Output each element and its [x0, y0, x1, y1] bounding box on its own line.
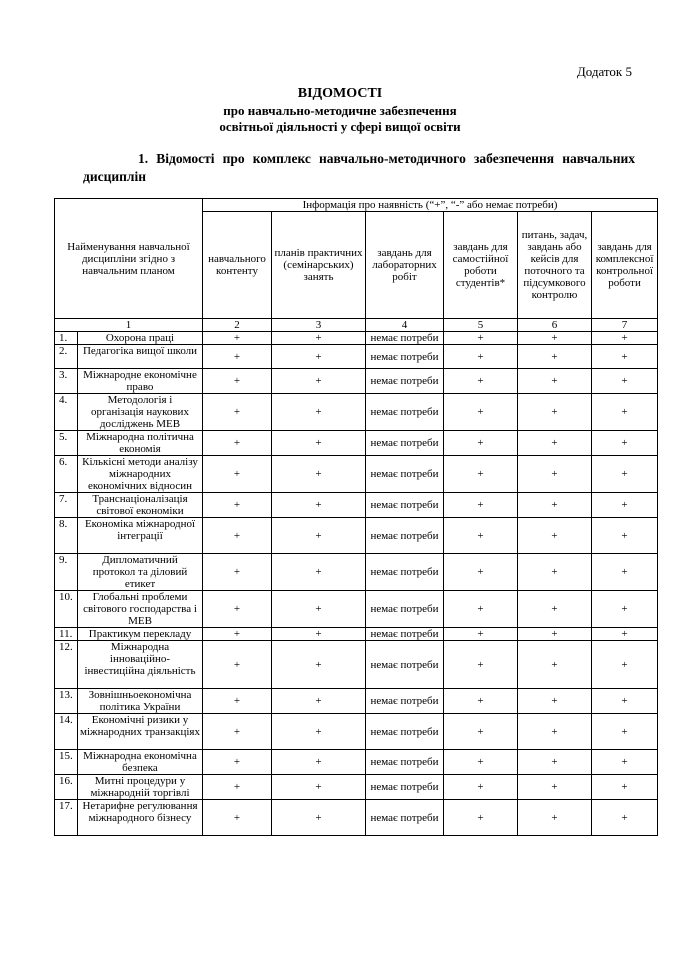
column-index: 2	[203, 319, 272, 332]
row-number: 11.	[55, 628, 78, 641]
cell-lab-tasks: немає потреби	[366, 345, 444, 369]
cell-content: +	[203, 641, 272, 689]
cell-lab-tasks: немає потреби	[366, 628, 444, 641]
cell-content: +	[203, 750, 272, 775]
discipline-name: Практикум перекладу	[78, 628, 203, 641]
row-number: 8.	[55, 518, 78, 554]
cell-independent-work: +	[444, 628, 518, 641]
discipline-name: Економіка міжнародної інтеграції	[78, 518, 203, 554]
cell-control-tasks: +	[518, 554, 592, 591]
disciplines-table	[54, 198, 658, 836]
discipline-name: Охорона праці	[78, 332, 203, 345]
cell-lab-tasks: немає потреби	[366, 641, 444, 689]
cell-lab-tasks: немає потреби	[366, 456, 444, 493]
cell-lab-tasks: немає потреби	[366, 554, 444, 591]
document-title: ВІДОМОСТІ	[297, 86, 383, 101]
cell-practical-plans: +	[272, 456, 366, 493]
cell-practical-plans: +	[272, 345, 366, 369]
cell-lab-tasks: немає потреби	[366, 591, 444, 628]
cell-independent-work: +	[444, 775, 518, 800]
cell-lab-tasks: немає потреби	[366, 369, 444, 394]
cell-complex-test: +	[592, 369, 658, 394]
cell-content: +	[203, 518, 272, 554]
cell-control-tasks: +	[518, 345, 592, 369]
column-index: 4	[366, 319, 444, 332]
column-header: завдань для самостійної роботи студентів*	[444, 212, 518, 319]
cell-complex-test: +	[592, 345, 658, 369]
cell-content: +	[203, 628, 272, 641]
cell-lab-tasks: немає потреби	[366, 714, 444, 750]
cell-practical-plans: +	[272, 800, 366, 836]
row-number: 9.	[55, 554, 78, 591]
column-index: 6	[518, 319, 592, 332]
discipline-name: Міжнародна економічна безпека	[78, 750, 203, 775]
cell-independent-work: +	[444, 800, 518, 836]
row-number: 14.	[55, 714, 78, 750]
cell-practical-plans: +	[272, 641, 366, 689]
discipline-name: Кількісні методи аналізу міжнародних економічних відносин	[78, 456, 203, 493]
cell-content: +	[203, 714, 272, 750]
discipline-name: Міжнародне економічне право	[78, 369, 203, 394]
column-index: 5	[444, 319, 518, 332]
cell-complex-test: +	[592, 493, 658, 518]
cell-content: +	[203, 493, 272, 518]
cell-content: +	[203, 591, 272, 628]
cell-control-tasks: +	[518, 456, 592, 493]
cell-control-tasks: +	[518, 775, 592, 800]
table-row	[55, 332, 658, 345]
cell-complex-test: +	[592, 394, 658, 431]
discipline-name: Зовнішньоекономічна політика України	[78, 689, 203, 714]
cell-lab-tasks: немає потреби	[366, 800, 444, 836]
row-number: 10.	[55, 591, 78, 628]
row-number: 7.	[55, 493, 78, 518]
cell-control-tasks: +	[518, 591, 592, 628]
cell-independent-work: +	[444, 714, 518, 750]
cell-control-tasks: +	[518, 689, 592, 714]
cell-content: +	[203, 554, 272, 591]
cell-control-tasks: +	[518, 332, 592, 345]
table-row	[55, 628, 658, 641]
column-index: 1	[55, 319, 203, 332]
row-number: 4.	[55, 394, 78, 431]
column-header: питань, задач, завдань або кейсів для поточного та підсумкового контролю	[518, 212, 592, 319]
cell-independent-work: +	[444, 369, 518, 394]
cell-independent-work: +	[444, 591, 518, 628]
row-number: 15.	[55, 750, 78, 775]
section-heading: 1. Відомості про комплекс навчально-методичного забезпечення навчальних дисциплін	[83, 151, 635, 184]
name-column-header: Найменування навчальної дисципліни згідно з навчальним планом	[55, 199, 203, 319]
cell-lab-tasks: немає потреби	[366, 431, 444, 456]
appendix-label: Додаток 5	[576, 64, 632, 79]
cell-control-tasks: +	[518, 628, 592, 641]
cell-independent-work: +	[444, 554, 518, 591]
row-number: 6.	[55, 456, 78, 493]
table-row	[55, 714, 658, 750]
row-number: 1.	[55, 332, 78, 345]
column-header: завдань для комплексної контрольної роботи	[592, 212, 658, 319]
cell-complex-test: +	[592, 591, 658, 628]
cell-lab-tasks: немає потреби	[366, 775, 444, 800]
cell-content: +	[203, 689, 272, 714]
discipline-name: Економічні ризики у міжнародних транзакціях	[78, 714, 203, 750]
table-row	[55, 493, 658, 518]
discipline-name: Митні процедури у міжнародній торгівлі	[78, 775, 203, 800]
cell-practical-plans: +	[272, 628, 366, 641]
row-number: 16.	[55, 775, 78, 800]
column-index: 7	[592, 319, 658, 332]
discipline-name: Педагогіка вищої школи	[78, 345, 203, 369]
cell-practical-plans: +	[272, 554, 366, 591]
cell-practical-plans: +	[272, 332, 366, 345]
discipline-name: Транснаціоналізація світової економіки	[78, 493, 203, 518]
cell-complex-test: +	[592, 775, 658, 800]
table-row	[55, 518, 658, 554]
cell-content: +	[203, 369, 272, 394]
cell-lab-tasks: немає потреби	[366, 518, 444, 554]
table-row	[55, 345, 658, 369]
cell-complex-test: +	[592, 518, 658, 554]
subtitle-line-1: про навчально-методичне забезпечення	[223, 103, 457, 118]
cell-complex-test: +	[592, 554, 658, 591]
cell-content: +	[203, 431, 272, 456]
cell-independent-work: +	[444, 394, 518, 431]
cell-complex-test: +	[592, 431, 658, 456]
cell-independent-work: +	[444, 493, 518, 518]
cell-content: +	[203, 456, 272, 493]
cell-control-tasks: +	[518, 493, 592, 518]
row-number: 5.	[55, 431, 78, 456]
cell-control-tasks: +	[518, 518, 592, 554]
cell-independent-work: +	[444, 456, 518, 493]
discipline-name: Методологія і організація наукових досліджень МЕВ	[78, 394, 203, 431]
cell-content: +	[203, 394, 272, 431]
table-row	[55, 554, 658, 591]
cell-practical-plans: +	[272, 714, 366, 750]
cell-complex-test: +	[592, 332, 658, 345]
row-number: 17.	[55, 800, 78, 836]
column-index: 3	[272, 319, 366, 332]
table-row	[55, 750, 658, 775]
table-row	[55, 394, 658, 431]
cell-lab-tasks: немає потреби	[366, 332, 444, 345]
cell-independent-work: +	[444, 641, 518, 689]
table-row	[55, 775, 658, 800]
table-row	[55, 456, 658, 493]
cell-complex-test: +	[592, 800, 658, 836]
table-row	[55, 431, 658, 456]
cell-practical-plans: +	[272, 394, 366, 431]
cell-complex-test: +	[592, 628, 658, 641]
cell-control-tasks: +	[518, 750, 592, 775]
table-row	[55, 591, 658, 628]
cell-practical-plans: +	[272, 775, 366, 800]
cell-lab-tasks: немає потреби	[366, 750, 444, 775]
discipline-name: Нетарифне регулювання міжнародного бізнесу	[78, 800, 203, 836]
cell-practical-plans: +	[272, 689, 366, 714]
table-row	[55, 689, 658, 714]
column-header: навчального контенту	[203, 212, 272, 319]
table-row	[55, 641, 658, 689]
cell-practical-plans: +	[272, 493, 366, 518]
cell-lab-tasks: немає потреби	[366, 689, 444, 714]
cell-control-tasks: +	[518, 369, 592, 394]
discipline-name: Міжнародна політична економія	[78, 431, 203, 456]
column-header: завдань для лабораторних робіт	[366, 212, 444, 319]
table-row	[55, 369, 658, 394]
discipline-name: Глобальні проблеми світового господарства і МЕВ	[78, 591, 203, 628]
subtitle-line-2: освітньої діяльності у сфері вищої освіти	[219, 119, 461, 134]
cell-complex-test: +	[592, 714, 658, 750]
cell-practical-plans: +	[272, 431, 366, 456]
cell-independent-work: +	[444, 431, 518, 456]
cell-content: +	[203, 332, 272, 345]
row-number: 2.	[55, 345, 78, 369]
cell-independent-work: +	[444, 332, 518, 345]
cell-complex-test: +	[592, 641, 658, 689]
cell-independent-work: +	[444, 750, 518, 775]
cell-control-tasks: +	[518, 431, 592, 456]
cell-content: +	[203, 800, 272, 836]
info-group-header: Інформація про наявність (“+”, “-” або немає потреби)	[203, 199, 658, 212]
cell-complex-test: +	[592, 689, 658, 714]
cell-independent-work: +	[444, 345, 518, 369]
document-subtitle	[0, 103, 680, 135]
table-row	[55, 800, 658, 836]
row-number: 13.	[55, 689, 78, 714]
cell-practical-plans: +	[272, 518, 366, 554]
discipline-name: Міжнародна інноваційно-інвестиційна діяльність	[78, 641, 203, 689]
cell-lab-tasks: немає потреби	[366, 493, 444, 518]
cell-content: +	[203, 345, 272, 369]
discipline-name: Дипломатичний протокол та діловий етикет	[78, 554, 203, 591]
cell-practical-plans: +	[272, 369, 366, 394]
cell-practical-plans: +	[272, 750, 366, 775]
cell-practical-plans: +	[272, 591, 366, 628]
column-index-row	[55, 319, 658, 332]
row-number: 12.	[55, 641, 78, 689]
cell-control-tasks: +	[518, 800, 592, 836]
cell-independent-work: +	[444, 518, 518, 554]
column-header: планів практичних (семінарських) занять	[272, 212, 366, 319]
cell-control-tasks: +	[518, 641, 592, 689]
cell-independent-work: +	[444, 689, 518, 714]
cell-complex-test: +	[592, 456, 658, 493]
cell-complex-test: +	[592, 750, 658, 775]
cell-control-tasks: +	[518, 714, 592, 750]
cell-lab-tasks: немає потреби	[366, 394, 444, 431]
cell-content: +	[203, 775, 272, 800]
row-number: 3.	[55, 369, 78, 394]
cell-control-tasks: +	[518, 394, 592, 431]
